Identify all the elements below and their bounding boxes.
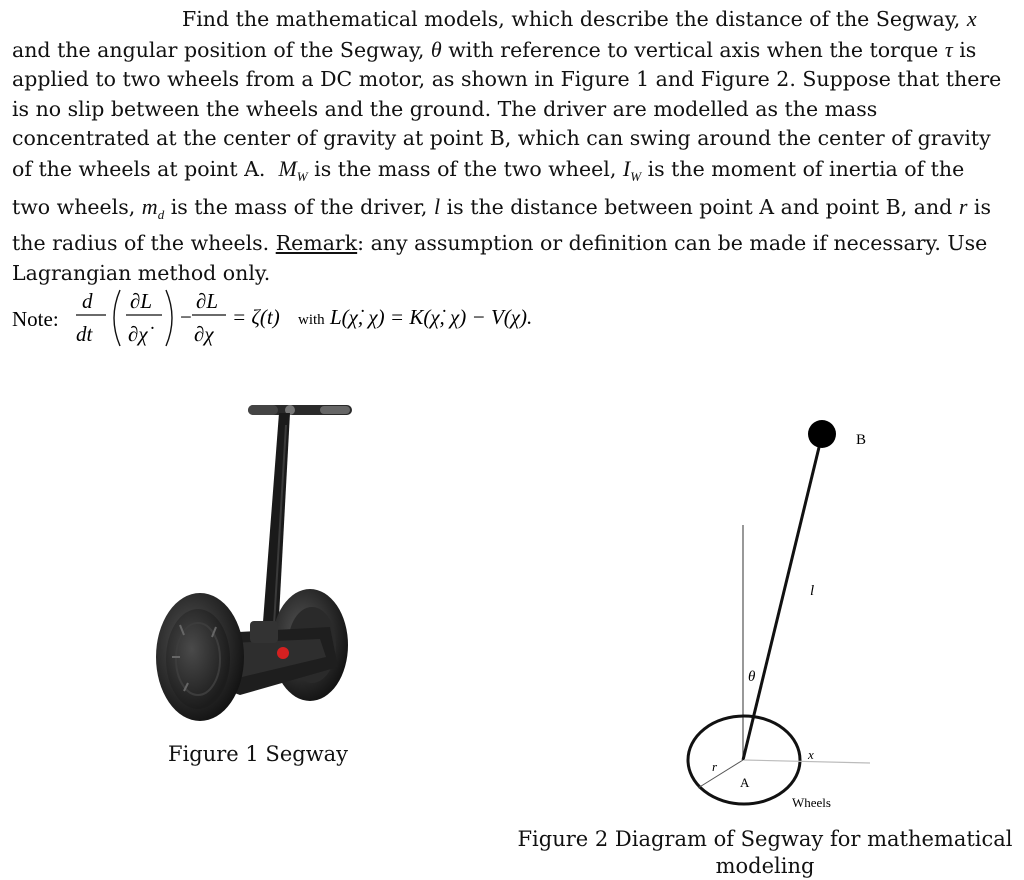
label-B: B <box>856 432 867 448</box>
var-tau: τ <box>944 36 953 62</box>
paren-left <box>114 290 120 346</box>
paren-right <box>166 290 172 346</box>
segway-photo <box>150 395 360 730</box>
var-r: r <box>958 193 968 219</box>
label-wheels: Wheels <box>792 795 831 810</box>
frac-partial-L-2: ∂L <box>196 289 219 313</box>
var-I: I <box>622 155 631 181</box>
x-axis-line <box>744 760 870 763</box>
var-theta: θ <box>430 36 442 62</box>
minus-sign: − <box>180 305 192 329</box>
label-l: l <box>810 583 815 599</box>
equation-rhs: = ζ(t) <box>232 305 280 329</box>
var-m: m <box>141 193 158 219</box>
problem-statement: Find the mathematical models, which describe the distance of the Segway, x and the angular position of the Segway, θ with reference to vertical axis when the torque τ is applied to two wheels from a DC motor, as shown in Figure 1 and Figure 2. Suppose that there is no slip between the wheels and the ground. The driver are modelled as the mass concentrated at the center of gravity at point B, which can swing around the center of gravity of the wheels at point A. $M_W$ is the mass of the two wheel, $I_W$ is the moment of inertia of the two wheels, $m_d$ is the mass of the driver, l is the distance between point A and point B, and r is the radius of the wheels. Remark: any assumption or definition can be made if necessary. Use Lagrangian method only. <box>12 6 1002 285</box>
frac-partial-chi: ∂χ <box>194 322 214 346</box>
frac-partial-chi-dot: ∂χ̇ <box>128 322 148 346</box>
lagrangian-definition: L(χ̇, χ) = K(χ̇, χ) − V(χ). <box>330 305 533 329</box>
mass-point-B <box>808 420 836 448</box>
frac-dt: dt <box>76 322 93 346</box>
segway-diagram <box>660 405 900 820</box>
figure1-caption: Figure 1 Segway <box>168 742 349 766</box>
var-x: x <box>966 6 977 31</box>
var-l: l <box>433 193 441 219</box>
remark-label: Remark <box>275 231 358 256</box>
figure2-caption: Figure 2 Diagram of Segway for mathematical modeling <box>517 827 1013 878</box>
lagrange-note-equation <box>12 282 632 354</box>
radius-line <box>698 760 743 788</box>
label-x: x <box>808 747 814 762</box>
label-A: A <box>740 775 750 790</box>
with-word: with <box>298 312 325 328</box>
frac-partial-L-1: ∂L <box>130 289 153 313</box>
label-theta: θ <box>748 669 756 685</box>
label-r: r <box>712 759 718 774</box>
var-M: M <box>278 155 297 181</box>
frac-d: d <box>82 289 93 313</box>
note-label: Note: <box>12 307 59 331</box>
